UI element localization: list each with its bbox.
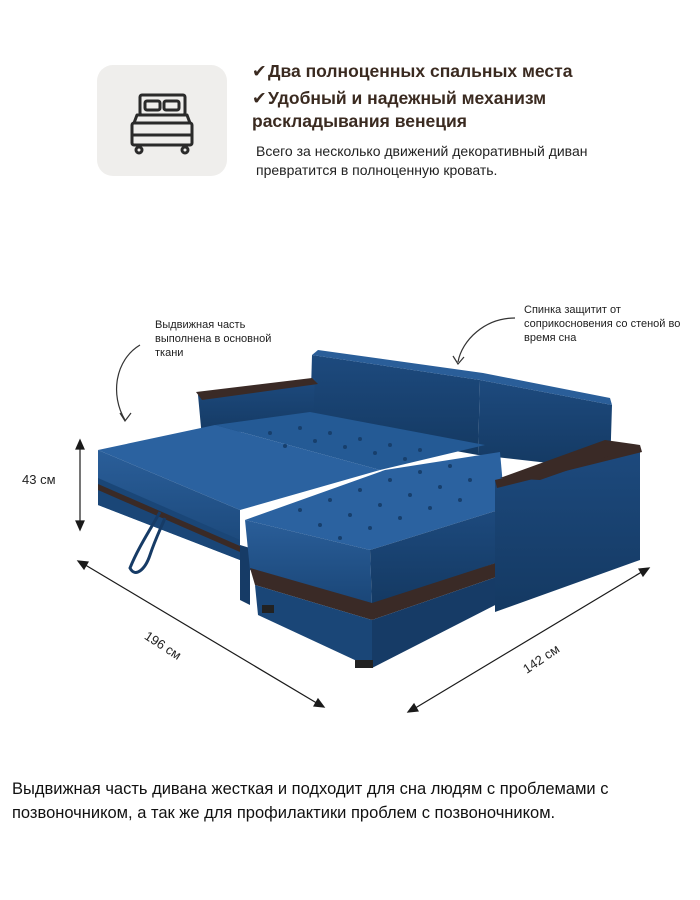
feature-text-line1: Удобный и надежный механизм: [268, 88, 547, 108]
check-icon: ✔: [252, 88, 267, 108]
footer-text: Выдвижная часть дивана жесткая и подходит для сна людям с проблемами с позвоночником, а так же для профилактики проблем с позвоночником.: [12, 780, 609, 822]
height-label: 43 см: [22, 472, 56, 487]
check-icon: ✔: [252, 61, 267, 81]
feature-text: Два полноценных спальных места: [268, 61, 573, 81]
depth-label: 142 см: [520, 641, 563, 677]
right-note: Спинка защитит от соприкосновения со стеной во время сна: [524, 304, 681, 344]
feature-text-line2: раскладывания венеция: [252, 111, 467, 131]
left-note: Выдвижная часть выполнена в основной ткани: [155, 319, 272, 359]
width-label: 196 см: [141, 628, 185, 663]
right-armrest: [495, 440, 642, 612]
description: Всего за несколько движений декоративный диван превратится в полноценную кровать.: [256, 143, 588, 178]
